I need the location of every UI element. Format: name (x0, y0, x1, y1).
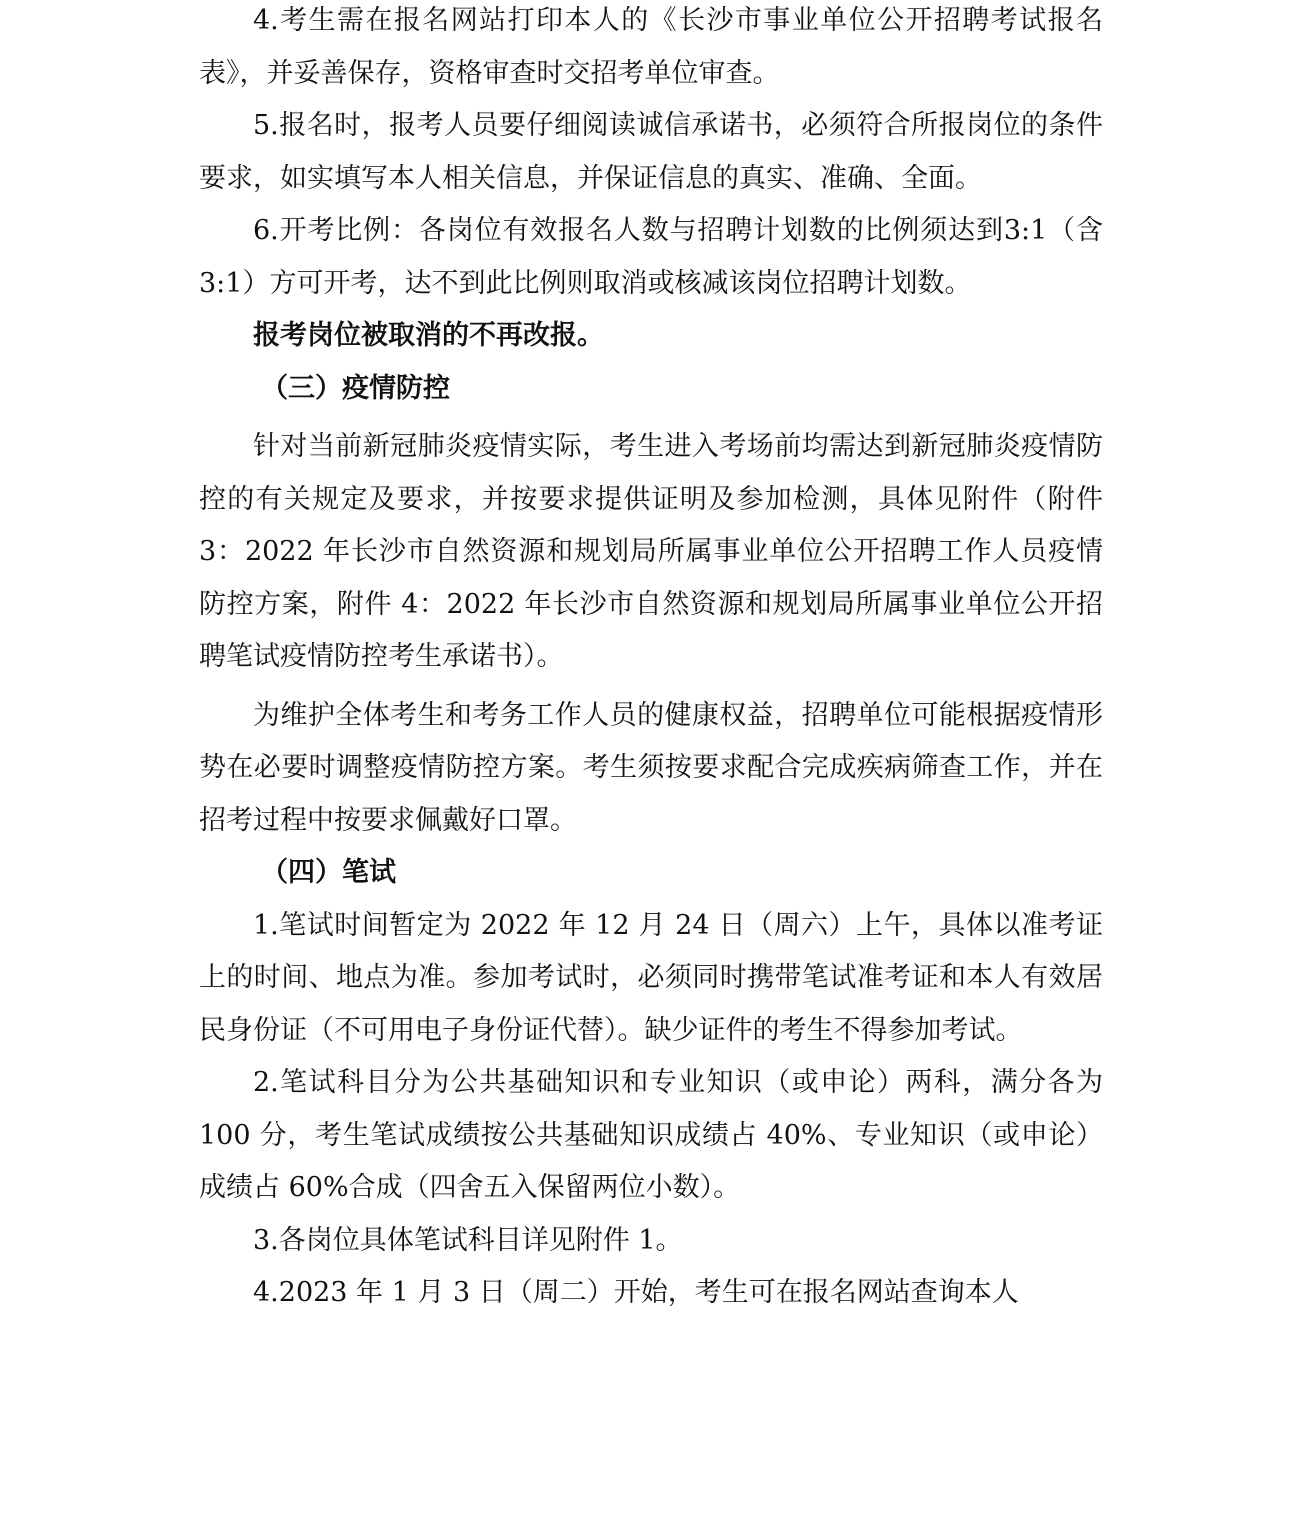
section-heading-written-exam: （四）笔试 (261, 857, 396, 888)
paragraph-print-form: 4.考生需在报名网站打印本人的《长沙市事业单位公开招聘考试报名表》，并妥善保存，资格审查时交招考单位审查。 (199, 5, 1103, 89)
paragraph-cancelled-post-note: 报考岗位被取消的不再改报。 (253, 320, 604, 351)
section-heading-epidemic-control: （三）疫情防控 (261, 372, 450, 404)
paragraph-epidemic-requirements: 针对当前新冠肺炎疫情实际，考生进入考场前均需达到新冠肺炎疫情防控的有关规定及要求，并按要求提供证明及参加检测，具体见附件（附件 3：2022 年长沙市自然资源和规划局所属事业单位公开招聘工作人员疫情防控方案，附件 4：2022 年长沙市自然资源和规划局所属事业单位公开招聘笔试疫情防控考生承诺书）。 (199, 431, 1103, 672)
paragraph-exam-subjects: 2.笔试科目分为公共基础知识和专业知识（或申论）两科，满分各为 100 分，考生笔试成绩按公共基础知识成绩占 40%、专业知识（或申论）成绩占 60%合成（四舍五入保留两位小数）。 (199, 1067, 1103, 1203)
document-body (199, 0, 1103, 1320)
paragraph-exam-time: 1.笔试时间暂定为 2022 年 12 月 24 日（周六）上午，具体以准考证上的时间、地点为准。参加考试时，必须同时携带笔试准考证和本人有效居民身份证（不可用电子身份证代替）。缺少证件的考生不得参加考试。 (199, 909, 1103, 1046)
paragraph-health-protection: 为维护全体考生和考务工作人员的健康权益，招聘单位可能根据疫情形势在必要时调整疫情防控方案。考生须按要求配合完成疾病筛查工作，并在招考过程中按要求佩戴好口罩。 (199, 699, 1103, 836)
paragraph-integrity-pledge: 5.报名时，报考人员要仔细阅读诚信承诺书，必须符合所报岗位的条件要求，如实填写本人相关信息，并保证信息的真实、准确、全面。 (199, 110, 1103, 194)
paragraph-exam-ratio: 6.开考比例：各岗位有效报名人数与招聘计划数的比例须达到3:1（含 3:1）方可开考，达不到此比例则取消或核减该岗位招聘计划数。 (199, 215, 1103, 299)
paragraph-subject-appendix: 3.各岗位具体笔试科目详见附件 1。 (253, 1224, 683, 1256)
paragraph-score-query: 4.2023 年 1 月 3 日（周二）开始，考生可在报名网站查询本人 (253, 1277, 1019, 1308)
